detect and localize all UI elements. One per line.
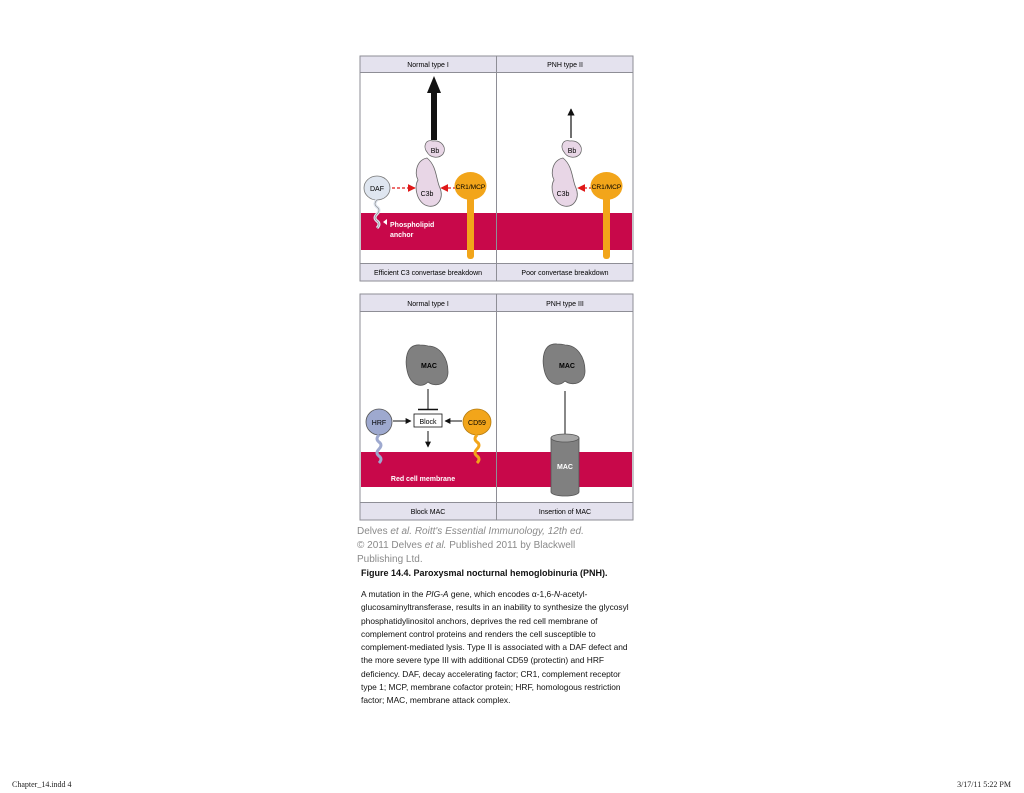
hrf-label: HRF xyxy=(371,420,387,427)
file-name-footer: Chapter_14.indd 4 xyxy=(12,780,72,789)
cr1-mcp-stalk-right xyxy=(603,195,610,259)
copyright-credit xyxy=(357,525,637,567)
top-right-header: PNH type II xyxy=(547,62,583,69)
top-panel xyxy=(360,56,633,281)
bottom-left-header: Normal type I xyxy=(407,301,449,308)
credit-line-1: Delves et al. Roitt's Essential Immunology, 12th ed. xyxy=(357,526,584,537)
top-left-header: Normal type I xyxy=(407,62,449,69)
cd59-label: CD59 xyxy=(468,420,486,427)
bb-label-right: Bb xyxy=(567,148,577,155)
credit-line-3: Publishing Ltd. xyxy=(357,554,423,565)
mac-label-left: MAC xyxy=(421,363,437,370)
mac-label-right: MAC xyxy=(559,363,575,370)
cr1-mcp-stalk-left xyxy=(467,195,474,259)
cr1-mcp-label-right: CR1/MCP xyxy=(591,184,622,191)
daf-label: DAF xyxy=(370,186,384,193)
figure-caption-title: Figure 14.4. Paroxysmal nocturnal hemoglobinuria (PNH). xyxy=(361,568,608,578)
cr1-mcp-label-left: CR1/MCP xyxy=(455,184,486,191)
timestamp-footer: 3/17/11 5:22 PM xyxy=(957,780,1011,789)
figure-caption-body: A mutation in the PIG-A gene, which encodes α-1,6-N-acetyl-glucosaminyltransferase, results in an inability to synthesize the glycosyl phosphatidylinositol anchors, deprives the red cell membrane of complement control proteins and renders the cell susceptible to complement-mediated lysis. Type II is associated with a DAF defect and the more severe type III with additional CD59 (protectin) and HRF deficiency. DAF, decay accelerating factor; CR1, complement receptor type 1; MCP, membrane cofactor protein; HRF, homologous restriction factor; MAC, membrane attack complex. xyxy=(361,589,629,706)
bottom-panel xyxy=(360,294,633,520)
bottom-right-footer: Insertion of MAC xyxy=(538,509,592,516)
red-cell-membrane-label: Red cell membrane xyxy=(390,476,456,483)
c3b-label-left: C3b xyxy=(420,191,434,198)
credit-line-2: © 2011 Delves et al. Published 2011 by Blackwell xyxy=(357,540,576,551)
top-right-footer: Poor convertase breakdown xyxy=(521,270,609,277)
mac-pore-label: MAC xyxy=(557,464,573,471)
anchor-label-line1: Phospholipid xyxy=(390,222,435,229)
bottom-left-footer: Block MAC xyxy=(410,509,446,516)
anchor-label-line2: anchor xyxy=(390,232,414,239)
bottom-right-header: PNH type III xyxy=(546,301,584,308)
mac-pore-top xyxy=(551,434,579,442)
c3b-label-right: C3b xyxy=(556,191,570,198)
bb-label-left: Bb xyxy=(430,148,440,155)
top-left-footer: Efficient C3 convertase breakdown xyxy=(373,270,483,277)
block-label: Block xyxy=(419,419,437,426)
